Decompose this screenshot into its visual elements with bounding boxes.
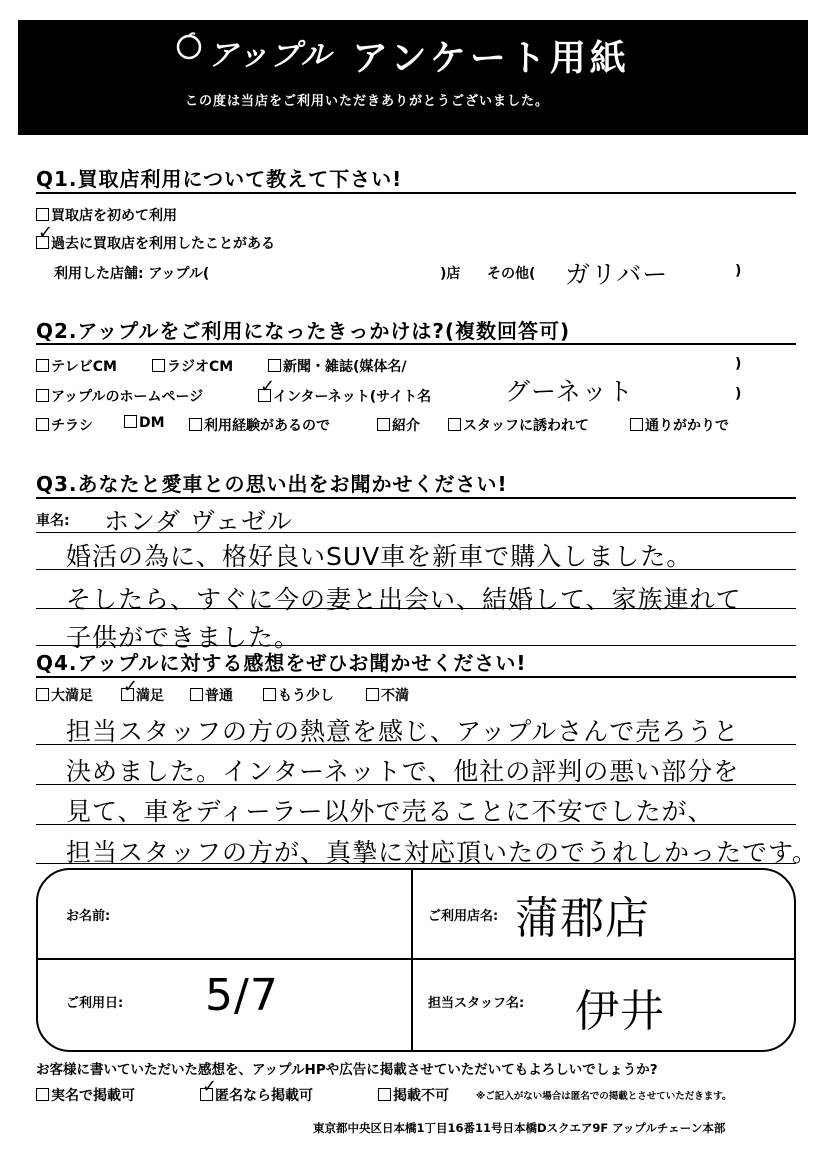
staff-name-label: 担当スタッフ名: <box>428 996 525 1011</box>
q2-title: Q2.アップルをご利用になったきっかけは?(複数回答可) <box>36 319 571 343</box>
checkbox[interactable] <box>36 389 49 402</box>
q4-comment-line-4[interactable]: 担当スタッフの方が、真摯に対応頂いたのでうれしかったです。 <box>66 838 819 867</box>
checkbox[interactable] <box>189 418 202 431</box>
write-line <box>36 645 796 646</box>
option-label: DM <box>139 415 165 431</box>
store-name-value[interactable]: 蒲郡店 <box>515 893 650 944</box>
checkbox[interactable] <box>366 688 379 701</box>
consent-question: お客様に書いていただいた感想を、アップルHPや広告に掲載させていただいてもよろしいでしょうか? <box>36 1062 658 1078</box>
q2-option-experience[interactable] <box>189 415 330 435</box>
q4-option-unsatisfied[interactable] <box>366 685 409 705</box>
option-label: 不満 <box>381 688 409 704</box>
checkbox[interactable] <box>190 688 203 701</box>
customer-info-box <box>36 868 796 1052</box>
q4-option-more[interactable] <box>263 685 334 705</box>
consent-option-real-name[interactable] <box>36 1085 135 1105</box>
name-label: お名前: <box>66 909 111 924</box>
q1-title: Q1.買取店利用について教えて下さい! <box>36 167 403 191</box>
checkbox[interactable] <box>124 415 137 428</box>
q4-option-normal[interactable] <box>190 685 233 705</box>
option-label: アップルのホームページ <box>51 389 204 405</box>
staff-name-value[interactable]: 伊井 <box>575 986 665 1037</box>
checkbox[interactable] <box>36 208 49 221</box>
q1-option-first[interactable] <box>36 205 177 225</box>
q2-site-value[interactable]: グーネット <box>505 377 634 406</box>
checkmark-icon: ✓ <box>202 1076 218 1097</box>
q2-option-tvcm[interactable] <box>36 356 117 376</box>
checkmark-icon: ✓ <box>38 222 54 243</box>
option-label: 匿名なら掲載可 <box>215 1088 313 1104</box>
q1-store-label: 利用した店舗: アップル( <box>54 266 210 282</box>
checkbox[interactable] <box>263 688 276 701</box>
checkbox[interactable] <box>152 359 165 372</box>
q3-title: Q3.あなたと愛車との思い出をお聞かせください! <box>36 472 508 496</box>
q1-option-past[interactable] <box>36 233 275 253</box>
q2-option-radiocm[interactable] <box>152 356 233 376</box>
q1-option-past-label: 過去に買取店を利用したことがある <box>51 236 275 252</box>
option-label: テレビCM <box>51 359 117 375</box>
q1-option-first-label: 買取店を初めて利用 <box>51 208 177 224</box>
option-label: 普通 <box>205 688 233 704</box>
date-label: ご利用日: <box>66 996 124 1011</box>
option-label: 通りがかりで <box>645 418 729 434</box>
consent-note: ※ご記入がない場合は匿名での掲載とさせていただきます。 <box>476 1091 732 1102</box>
q4-comment-line-2[interactable]: 決めました。インターネットで、他社の評判の悪い部分を <box>66 757 740 786</box>
q2-option-newspaper[interactable] <box>268 356 407 376</box>
option-label: スタッフに誘われて <box>463 418 589 434</box>
consent-option-no[interactable] <box>378 1085 449 1105</box>
q2-close-paren-1: ) <box>735 356 742 372</box>
q2-option-flyer[interactable] <box>36 415 93 435</box>
checkbox[interactable] <box>36 359 49 372</box>
checkmark-icon: ✓ <box>260 376 276 397</box>
write-line <box>36 532 796 533</box>
box-divider-vertical <box>411 868 413 1052</box>
option-label: 利用経験があるので <box>204 418 330 434</box>
write-line <box>36 608 796 609</box>
checkbox[interactable] <box>630 418 643 431</box>
q2-option-referral[interactable] <box>377 415 420 435</box>
footer-address: 東京都中央区日本橋1丁目16番11号日本橋Dスクエア9F アップルチェーン本部 <box>313 1121 726 1135</box>
option-label: ラジオCM <box>167 359 234 375</box>
option-label: インターネット(サイト名 <box>273 389 432 405</box>
box-divider-horizontal <box>36 958 796 960</box>
q2-divider <box>36 343 796 345</box>
option-label: チラシ <box>51 418 93 434</box>
q2-option-staff[interactable] <box>448 415 589 435</box>
q3-divider <box>36 497 796 499</box>
q1-divider <box>36 192 796 194</box>
option-label: 新聞・雑誌(媒体名/ <box>283 359 407 375</box>
q4-option-very-satisfied[interactable] <box>36 685 93 705</box>
q1-other-value[interactable]: ガリバー <box>565 260 669 289</box>
date-value[interactable]: 5/7 <box>205 970 279 1021</box>
q4-comment-line-3[interactable]: 見て、車をディーラー以外で売ることに不安でしたが、 <box>66 797 714 826</box>
apple-logo-icon <box>175 32 203 60</box>
q4-comment-line-1[interactable]: 担当スタッフの方の熱意を感じ、アップルさんで売ろうと <box>66 717 740 746</box>
option-label: 大満足 <box>51 688 93 704</box>
option-label: 実名で掲載可 <box>51 1088 135 1104</box>
q3-memory-line-1[interactable]: 婚活の為に、格好良いSUV車を新車で購入しました。 <box>66 542 693 571</box>
checkmark-icon: ✓ <box>123 676 139 697</box>
q2-option-dm[interactable] <box>124 415 165 431</box>
write-line <box>36 569 796 570</box>
q1-store-suffix: )店 <box>440 266 461 282</box>
checkbox[interactable] <box>36 688 49 701</box>
q1-other-label: その他( <box>487 266 536 282</box>
q2-option-homepage[interactable] <box>36 386 203 406</box>
q3-memory-line-2[interactable]: そしたら、すぐに今の妻と出会い、結婚して、家族連れて <box>66 585 742 614</box>
q2-close-paren-2: ) <box>735 386 742 402</box>
checkbox[interactable] <box>36 1088 49 1101</box>
page-subtitle: この度は当店をご利用いただきありがとうございました。 <box>185 94 550 109</box>
page-title: アンケート用紙 <box>352 38 630 79</box>
option-label: 紹介 <box>392 418 420 434</box>
option-label: 満足 <box>136 688 164 704</box>
option-label: もう少し <box>278 688 334 704</box>
checkbox[interactable] <box>268 359 281 372</box>
q4-divider <box>36 676 796 678</box>
q4-title: Q4.アップルに対する感想をぜひお聞かせください! <box>36 651 527 675</box>
logo-text: アップル <box>208 38 333 73</box>
q3-car-label: 車名: <box>36 513 70 529</box>
store-name-label: ご利用店名: <box>428 909 499 924</box>
q1-close-paren: ) <box>735 263 742 279</box>
checkbox[interactable] <box>448 418 461 431</box>
q3-memory-line-3[interactable]: 子供ができました。 <box>66 623 301 652</box>
q2-option-internet[interactable] <box>258 386 431 406</box>
checkbox[interactable] <box>36 418 49 431</box>
q3-car-value[interactable]: ホンダ ヴェゼル <box>104 507 293 536</box>
checkbox[interactable] <box>378 1088 391 1101</box>
checkbox[interactable] <box>377 418 390 431</box>
option-label: 掲載不可 <box>393 1088 449 1104</box>
q2-option-passing[interactable] <box>630 415 729 435</box>
